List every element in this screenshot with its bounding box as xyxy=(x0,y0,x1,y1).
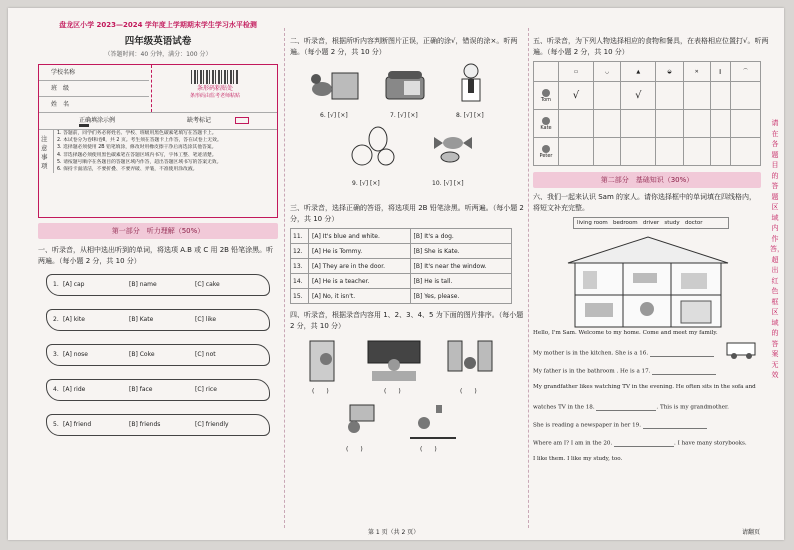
passage-line-wrap xyxy=(533,439,773,457)
passage-line-wrap xyxy=(533,349,773,367)
answer-line-17[interactable] xyxy=(652,367,716,375)
word-box xyxy=(573,217,729,229)
q5-cell[interactable] xyxy=(593,82,620,110)
answer-line-20[interactable] xyxy=(614,439,674,447)
class-label: 班 级 xyxy=(39,81,149,97)
q5-cell[interactable] xyxy=(710,82,730,110)
q1-option-b[interactable]: [B] Coke xyxy=(129,351,155,358)
q3-row xyxy=(291,289,512,304)
q1-option-c[interactable]: [C] not xyxy=(195,351,216,358)
q5-corner xyxy=(534,62,559,82)
barcode-area xyxy=(151,65,278,112)
answer-line-18[interactable] xyxy=(596,403,656,411)
chef-picture xyxy=(454,59,488,103)
column-left xyxy=(38,20,278,449)
q1-number: 1. xyxy=(53,281,59,288)
q3-number: 13. xyxy=(291,259,309,274)
school-row xyxy=(39,65,149,113)
q1-number: 2. xyxy=(53,316,59,323)
q1-option-a[interactable]: [A] friend xyxy=(63,421,92,428)
word-option: doctor xyxy=(684,220,703,226)
q4-blank[interactable]: ( ) xyxy=(346,446,363,453)
q3-option-b[interactable]: [B] It's a dog. xyxy=(410,229,511,244)
q5-cell[interactable] xyxy=(731,138,761,166)
q1-number: 4. xyxy=(53,386,59,393)
q5-grid xyxy=(533,61,761,166)
passage-line: My mother is in the kitchen. She is a 16. xyxy=(533,350,649,357)
rice-icon: ▲ xyxy=(621,62,656,82)
q5-cell[interactable] xyxy=(683,138,710,166)
barcode-caption: 条形码粘贴处 xyxy=(196,85,233,92)
exam-subtitle: 四年级英语试卷 xyxy=(124,36,192,47)
note-item: 2. 本试卷分为卷Ⅰ和卷Ⅱ，共 2 页。考生须在答题卡上作答，答在试卷上无效。 xyxy=(57,138,222,144)
q1-option-b[interactable]: [B] name xyxy=(129,281,157,288)
column-divider xyxy=(528,28,529,528)
part2-banner: 第二部分 基础知识（30%） xyxy=(533,172,761,188)
q5-cell[interactable] xyxy=(731,110,761,138)
q2-choice[interactable]: 8. [√] [×] xyxy=(456,112,484,119)
q4-blank[interactable]: ( ) xyxy=(384,388,401,395)
person-name: Peter xyxy=(539,152,553,159)
q4-blank[interactable]: ( ) xyxy=(460,388,477,395)
q3-option-b[interactable]: [B] It's near the window. xyxy=(410,259,511,274)
q5-cell[interactable] xyxy=(621,138,656,166)
q5-cell[interactable] xyxy=(683,110,710,138)
word-option: driver xyxy=(642,220,660,226)
q3-row xyxy=(291,274,512,289)
q5-cell-check[interactable]: √ xyxy=(559,82,594,110)
q3-number: 15. xyxy=(291,289,309,304)
passage-line: . I have many storybooks. xyxy=(674,440,747,447)
passage-line: Hello, I'm Sam. Welcome to my home. Come and meet my family. xyxy=(533,330,718,336)
window-picture xyxy=(446,339,494,383)
passage-line-wrap xyxy=(533,421,773,439)
q4-blank[interactable]: ( ) xyxy=(312,388,329,395)
passage-line: My grandfather likes watching TV in the evening. He often sits in the sofa and xyxy=(533,384,756,390)
absent-mark-box[interactable] xyxy=(235,117,249,124)
q3-option-b[interactable]: [B] She is Kate. xyxy=(410,244,511,259)
q5-cell[interactable] xyxy=(683,82,710,110)
q5-cell[interactable] xyxy=(621,110,656,138)
q3-table xyxy=(290,228,512,304)
q3-row xyxy=(291,229,512,244)
q2-choice[interactable]: 9. [√] [×] xyxy=(352,180,380,187)
column-divider xyxy=(284,28,285,528)
q1-number: 3. xyxy=(53,351,59,358)
note-item: 3. 选择题必须使用 2B 铅笔填涂，修改时用橡皮擦干净后再选涂其他答案。 xyxy=(57,145,217,151)
q4-title: 四、听录音，根据录音内容用 1、2、3、4、5 为下面的图片排序。（每小题 2 分，共 10 分） xyxy=(290,311,524,330)
q1-option-c[interactable]: [C] friendly xyxy=(195,421,229,428)
note-item: 6. 保持卡面清洁，不要折叠、不要弄破、弄皱，不准使用涂改液。 xyxy=(57,166,198,172)
note-item: 4. 非选择题必须使用黑色碳素笔在答题区域内书写，字体工整、笔迹清楚。 xyxy=(57,152,217,158)
passage-line: My father is in the bathroom . He is a 17. xyxy=(533,368,651,375)
word-option: bedroom xyxy=(613,220,638,226)
q4-pictures xyxy=(290,331,524,461)
q4-blank[interactable]: ( ) xyxy=(420,446,437,453)
lamp-picture xyxy=(410,401,456,441)
absent-mark-label: 缺考标记 xyxy=(187,117,212,124)
column-right xyxy=(533,20,773,467)
noodles-icon: ◡ xyxy=(593,62,620,82)
note-item: 1. 答题前，同学们务必将姓名、学校、班级用黑色碳素笔填写在答题卡上。 xyxy=(57,131,217,136)
q5-cell-check[interactable]: √ xyxy=(621,82,656,110)
person-peter xyxy=(534,138,559,166)
q3-option-b[interactable]: [B] Yes, please. xyxy=(410,289,511,304)
q6-title: 六、我们一起来认识 Sam 的家人。请你选择框中的单词填在四线格内，将短文补充完整。 xyxy=(533,193,757,212)
page-number: 第 1 页（共 2 页） xyxy=(368,529,420,536)
q5-title: 五、听录音，为下列人物选择相应的食物和餐具，在表格相应位置打√。听两遍。（每小题 2 分，共 10 分） xyxy=(533,37,769,56)
q1-option-a[interactable]: [A] kite xyxy=(63,316,85,323)
candy-picture xyxy=(426,131,480,167)
q1-option-a[interactable]: [A] ride xyxy=(63,386,86,393)
q5-header-row xyxy=(534,62,761,82)
notes-list xyxy=(53,130,279,173)
q3-number: 12. xyxy=(291,244,309,259)
q5-cell[interactable] xyxy=(593,110,620,138)
q1-list xyxy=(38,274,278,436)
q1-row xyxy=(46,309,270,331)
q5-cell[interactable] xyxy=(710,138,730,166)
seal-warning: 请在各题目的答题区域内作答，超出红色框区域的答案无效 xyxy=(770,119,784,379)
notes-label: 注意事项 xyxy=(41,135,48,170)
q5-cell[interactable] xyxy=(559,138,594,166)
note-item: 5. 请按题号顺序在各题目的答题区域内作答，超出答题区域书写的答案无效。 xyxy=(57,159,222,165)
q5-cell[interactable] xyxy=(593,138,620,166)
dog-box-picture xyxy=(304,65,366,105)
q1-number: 5. xyxy=(53,421,59,428)
q5-cell[interactable] xyxy=(731,82,761,110)
fill-example-label: 正确填涂示例 xyxy=(79,117,116,124)
q5-row xyxy=(534,138,761,166)
q3-option-a[interactable]: [A] No, it isn't. xyxy=(309,289,411,304)
door-picture xyxy=(308,339,338,383)
q3-option-a[interactable]: [A] He is a teacher. xyxy=(309,274,411,289)
name-label: 姓 名 xyxy=(39,97,149,113)
q1-option-c[interactable]: [C] like xyxy=(195,316,217,323)
vegetables-picture xyxy=(348,123,398,171)
q5-cell[interactable] xyxy=(656,138,683,166)
q3-row xyxy=(291,244,512,259)
person-name: Kate xyxy=(540,124,552,131)
q1-option-b[interactable]: [B] Kate xyxy=(129,316,154,323)
toast-icon: ▭ xyxy=(559,62,594,82)
passage-line: watches TV in the 18. xyxy=(533,404,595,411)
word-option: study xyxy=(664,220,680,226)
q1-title: 一、听录音，从相中选出听到的单词，将选项 A.B 或 C 用 2B 铅笔涂黑。听两遍。（每小题 2 分，共 10 分） xyxy=(38,246,274,265)
answer-line-19[interactable] xyxy=(643,421,707,429)
blackboard-picture xyxy=(366,339,422,383)
q3-option-a[interactable]: [A] It's blue and white. xyxy=(309,229,411,244)
person-tom xyxy=(534,82,559,110)
fill-example-box xyxy=(79,124,89,127)
q1-row xyxy=(46,379,270,401)
q3-row xyxy=(291,259,512,274)
exam-meta: （答题时间：40 分钟，满分：100 分） xyxy=(104,51,212,58)
q1-option-a[interactable]: [A] cap xyxy=(63,281,85,288)
q6-passage xyxy=(533,331,773,467)
q1-row xyxy=(46,274,270,296)
telephone-picture xyxy=(382,67,428,103)
info-box xyxy=(38,64,278,218)
q5-cell[interactable] xyxy=(710,110,730,138)
q2-choice[interactable]: 7. [√] [×] xyxy=(390,112,418,119)
picture-frame-picture xyxy=(340,401,380,441)
barcode-graphic xyxy=(191,70,239,84)
part1-banner: 第一部分 听力理解（50%） xyxy=(38,223,278,239)
house-illustration xyxy=(563,233,733,329)
q1-row xyxy=(46,414,270,436)
person-kate xyxy=(534,110,559,138)
q1-row xyxy=(46,344,270,366)
fork-knife-icon: ✕ xyxy=(683,62,710,82)
passage-line-wrap xyxy=(533,403,773,421)
q3-option-a[interactable]: [A] He is Tommy. xyxy=(309,244,411,259)
q3-title: 三、听录音，选择正确的答语，将选项用 2B 铅笔涂黑。听两遍。（每小题 2 分，共 10 分） xyxy=(290,204,524,223)
q2-title: 二、听录音，根据所听内容判断图片正误，正确的涂√，错误的涂×。听两遍。（每小题 2 分，共 10 分） xyxy=(290,37,518,56)
fill-row xyxy=(39,112,277,130)
q5-row xyxy=(534,82,761,110)
answer-sheet xyxy=(8,8,784,540)
barcode-note: 条形码由监考老师粘贴 xyxy=(189,93,240,99)
q3-option-b[interactable]: [B] He is tall. xyxy=(410,274,511,289)
q5-row xyxy=(534,110,761,138)
q1-option-c[interactable]: [C] rice xyxy=(195,386,217,393)
q2-choice[interactable]: 6. [√] [×] xyxy=(320,112,348,119)
ambulance-icon xyxy=(725,339,759,359)
q1-option-b[interactable]: [B] face xyxy=(129,386,153,393)
q1-option-c[interactable]: [C] cake xyxy=(195,281,220,288)
q5-cell[interactable] xyxy=(559,110,594,138)
column-middle xyxy=(290,20,524,461)
passage-line: Where am I? I am in the 20. xyxy=(533,440,613,447)
q5-cell[interactable] xyxy=(656,82,683,110)
word-option: living room xyxy=(577,220,608,226)
q1-option-a[interactable]: [A] nose xyxy=(63,351,88,358)
chopsticks-icon: ∥ xyxy=(710,62,730,82)
q2-choice[interactable]: 10. [√] [×] xyxy=(432,180,464,187)
passage-line-wrap xyxy=(533,367,773,385)
person-name: Tom xyxy=(540,96,552,103)
q1-option-b[interactable]: [B] friends xyxy=(129,421,161,428)
spoon-icon: ⌒ xyxy=(731,62,761,82)
soup-bowl-icon: ◒ xyxy=(656,62,683,82)
q2-pictures xyxy=(290,57,524,197)
exam-title: 盘龙区小学 2023—2024 学年度上学期期末学生学习水平检测 xyxy=(59,21,257,29)
passage-line: She is reading a newspaper in her 19. xyxy=(533,422,641,429)
school-label: 学校名称 xyxy=(39,65,149,81)
q3-option-a[interactable]: [A] They are in the door. xyxy=(309,259,411,274)
q3-number: 14. xyxy=(291,274,309,289)
passage-line: I like them. I like my study, too. xyxy=(533,456,623,462)
turn-page-note: 请翻页 xyxy=(741,529,760,536)
passage-line: . This is my grandmother. xyxy=(656,404,729,411)
q5-cell[interactable] xyxy=(656,110,683,138)
answer-line-16[interactable] xyxy=(650,349,714,357)
q3-number: 11. xyxy=(291,229,309,244)
